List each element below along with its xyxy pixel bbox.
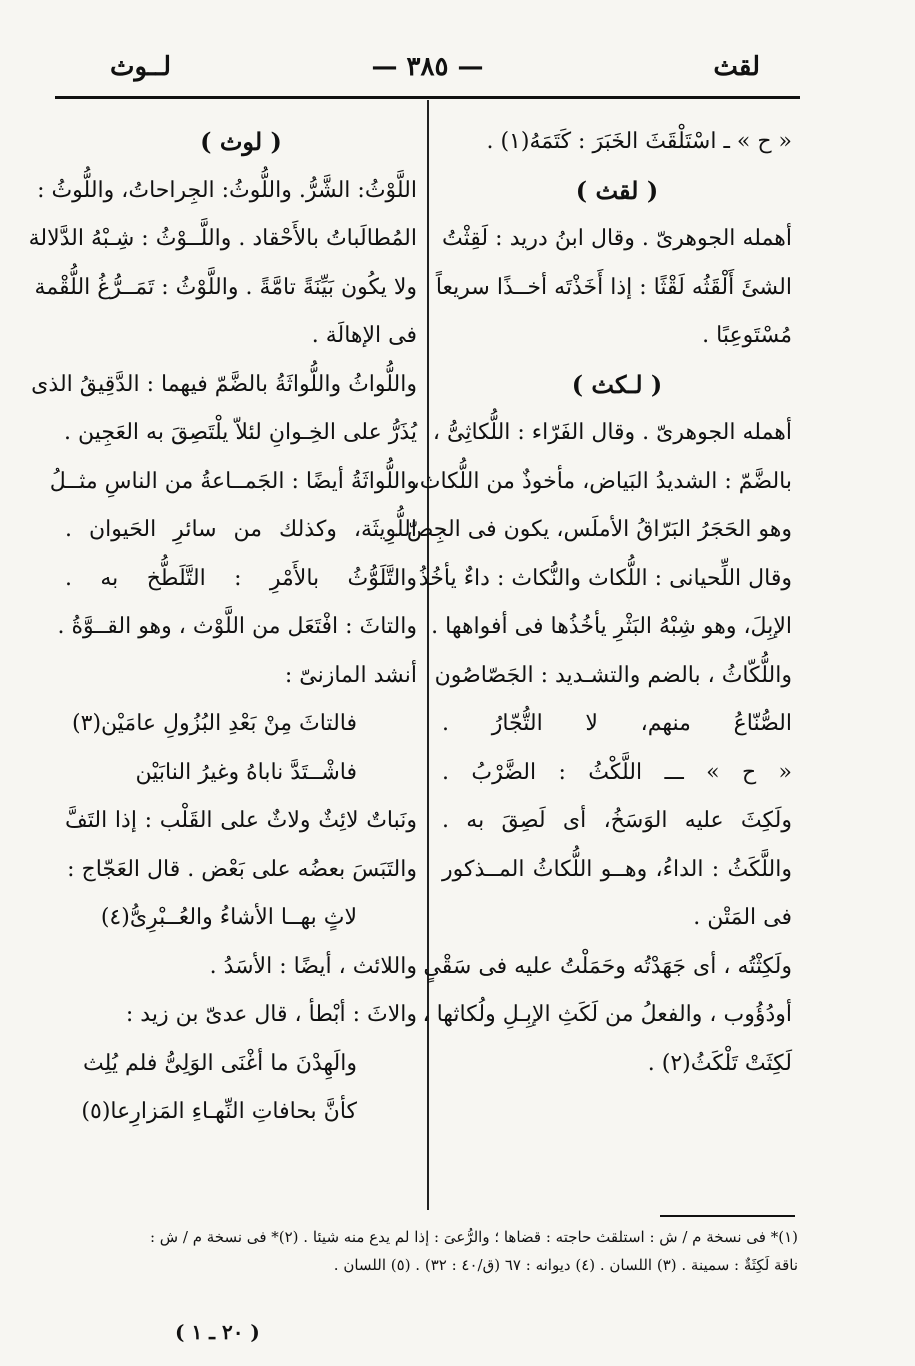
text-line: وقال اللِّحيانى : اللُّكاث والنُّكاث : داءٌ يأخُذُ (418, 565, 792, 591)
entry-heading: ( لوث ) (200, 127, 282, 156)
text-line: بالضَّمّ : الشديدُ البَياض، مأخوذٌ من اللُّكاث، (412, 468, 792, 494)
text-line: اللُّوِيثَة، وكذلك من سائرِ الحَيوان . (65, 517, 417, 542)
verse-line: كأنَّ بحافاتِ النِّهـاءِ المَزارِعا(٥) (81, 1099, 357, 1124)
text-line: واللُّكّاثُ ، بالضم والتشـديد : الجَصّاصُون (434, 662, 792, 688)
text-line: ونَباتٌ لائِثٌ ولاثٌ على القَلْب : إذا التَفَّ (65, 808, 417, 833)
text-line: أهمله الجوهرىّ . وقال الفَرّاء : اللُّكاثِىُّ ، (432, 420, 792, 445)
header-left-word: لــوث (110, 52, 172, 82)
footnotes (68, 1223, 798, 1279)
verse-line: فاشْــتَدَّ ناباهُ وغيرُ النابَيْن (135, 759, 357, 785)
footnote-rule (660, 1215, 795, 1217)
text-line: واللَّكَثُ : الداءُ، وهــو اللُّكاثُ المــذكور (442, 856, 792, 882)
text-line: الصُّنّاعُ منهم، لا التُّجّارُ . (442, 711, 792, 736)
text-line: والتاثَ : افْتَعَل من اللَّوْث ، وهو القــوَّةُ . (57, 614, 417, 639)
text-line: المُطالَباتُ بالأَحْقاد . واللَّــوْثُ : شِـبْهُ الدَّلالة (28, 226, 417, 251)
verse-line: والَهِدْنَ ما أغْنَى الوَلِىُّ فلم يُلِث (82, 1050, 357, 1076)
text-line: أودُؤُوب ، والفعلُ من لَكَثِ الإبِـلِ ولُكاثها ، (422, 1002, 792, 1027)
text-line: مُسْتَوعِبًا . (702, 323, 792, 348)
column-divider (427, 100, 429, 1210)
page-number: — ٣٨٥ — (371, 52, 484, 82)
text-line: واللائث ، أيضًا : الأسَدُ . (209, 953, 417, 979)
entry-heading: ( لـكث ) (571, 369, 663, 399)
text-line: ولا يكُون بَيِّنَةً تامَّةً . واللَّوْثُ : تَمَــرُّغُ اللُّقْمة (34, 274, 417, 300)
text-line: ولَكِثْتُه ، أى جَهَدْتُه وحَمَلْتُ عليه فى سَقْىٍ (423, 953, 792, 979)
text-line: والاثَ : أبْطأ ، قال عدىّ بن زيد : (125, 1002, 417, 1027)
header-right-word: لقث (713, 52, 760, 82)
text-line: واللُّواثَةُ أيضًا : الجَمــاعةُ من الناسِ مثــلُ (49, 468, 417, 494)
left-column (28, 118, 417, 1137)
text-line: الشئَ أَلْقَثُه لَقْثًا : إذا أَخَذْتَه أخــذًا سريعاً (435, 274, 792, 300)
header-rule (55, 96, 800, 99)
text-line: اللَّوْثُ: الشَّرُّ. واللُّوثُ: الجِراحاتُ، واللُّوثُ : (37, 177, 417, 203)
text-line: يُذَرُّ على الخِـوانِ لئلاّ يلْتَصِقَ به العَجِين . (64, 420, 417, 445)
text-line: والتَّلَوُّثُ بالأَمْرِ : التَّلَطُّخ به . (65, 565, 417, 591)
text-line: ولَكِثَ عليه الوَسَخُ، أى لَصِقَ به . (442, 808, 792, 833)
text-line: « ح » ـ اسْتَلْقَثَ الخَبَرَ : كَتَمَهُ(١) . (486, 129, 792, 154)
text-line: أنشد المازنىّ : (284, 662, 417, 688)
verse-line: فالتاثَ مِنْ بَعْدِ البُزُولِ عامَيْن(٣) (72, 711, 357, 736)
entry-heading: ( لقث ) (575, 175, 659, 205)
right-column (392, 118, 792, 1088)
text-line: واللُّواثُ واللُّواثَةُ بالضَّمّ فيهما : الدَّقِيقُ الذى (31, 371, 417, 397)
text-line: والتَبَسَ بعضُه على بَعْض . قال العَجّاج : (67, 856, 417, 882)
text-line: فى الإهالَة . (311, 323, 417, 348)
text-line: « ح » ـــ اللَّكْثُ : الضَّرْبُ . (442, 759, 792, 785)
footnote-line: (١)* فى نسخة م / ش : استلقث حاجته : قضاها ؛ والرُّعىَ : إذا لم يدع منه شيئا . (٢)* فى نسخة م / ش : (149, 1228, 798, 1246)
text-line: فى المَتْن . (693, 905, 792, 930)
text-line: لَكِثَتْ تَلْكَثُ(٢) . (647, 1050, 792, 1076)
text-line: الإبِلَ، وهو شِبْهُ البَثْرِ يأخُذُها فى أفواهها . (431, 614, 792, 639)
printer-signature: ( ٢٠ ـ ١ ) (175, 1320, 260, 1344)
text-line: أهمله الجوهرىّ . وقال ابنُ دريد : لَقِثْتُ (442, 226, 792, 251)
page-header (55, 48, 800, 94)
verse-line: لاثٍ بهــا الأشاءُ والعُــبْرِىُّ(٤) (100, 905, 357, 930)
text-line: وهو الحَجَرُ البَرّاقُ الأملَس، يكون فى الجِصّ . (392, 517, 792, 542)
footnote-line: ناقة لَكِثَةٌ : سمينة . (٣) اللسان . (٤) ديوانه : ٦٧ (ق/٤٠ : ٣٢) . (٥) اللسان . (333, 1256, 798, 1274)
